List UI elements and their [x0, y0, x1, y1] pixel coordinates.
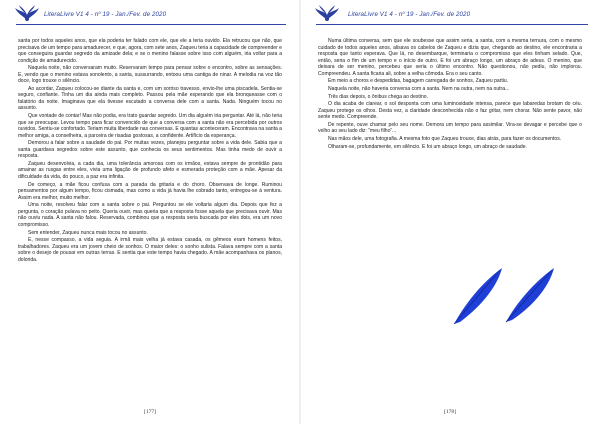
right-page [300, 0, 600, 424]
left-body-text [18, 38, 282, 264]
feather-icon [454, 268, 502, 324]
paragraph: Em meio a choros e despedidas, bagagem carregada de sonhos, Zaqueu partiu. [328, 78, 509, 85]
paragraph: O dia acaba de clarear, o sol desponta com uma luminosidade intensa, parece que labaredas brotam do céu. Zaqueu protege os olhos. Desta vez, a claridade desconhecida não o faz gritar, nem chorar. Não sente pavor, não sente medo. Compreende. [318, 101, 582, 121]
right-page-number: [178] [444, 409, 456, 415]
paragraph: De começo, a mãe ficou confusa com a parada da gritaria e do choro. Observava de longe. Ruminou pensamentos por algum tempo, ficou cismada, mas como a vida já havia lhe cobrado tanto, entregou-se à ventura. Assim era melhor, muito melhor. [18, 181, 282, 201]
right-header-text: LiteraLivre V1 4 - nº 19 - Jan./Fev. de 2020 [348, 11, 471, 18]
right-header-rule [316, 24, 588, 25]
paragraph: De repente, ouve chamar pelo seu nome. Demora um tempo para assimilar. Vira-se devagar e percebe que o velho ao seu lado diz: “meu filho”... [318, 121, 582, 135]
paragraph: Naquela noite, não haveria conversa com a santa. Nem na outra, nem na outra... [328, 85, 510, 92]
paragraph: Sem entender, Zaqueu nunca mais tocou no assunto. [28, 229, 148, 236]
paragraph: Uma noite, resolveu falar com a santa sobre o pai. Perguntou se ele voltaria algum dia. Depois que fez a pergunta, o coração pulava no peito. Queria ouvir, mas queria que a resposta fosse aquela que precisava ouvir. Mas não ouviu nada. A santa não falou. Reservada, combinou que a resposta seria buscada por eles dois, era um novo compromisso. [18, 202, 282, 228]
paragraph: Que vontade de contar! Mas não podia, era trato guardar segredo. Um dia alguém iria perguntar. Até lá, não teria que se preocupar. Levou tempo para ficar convencido de que a conversa com a santa não era percebida por outros ouvidos. Sentiu-se confortado. Teriam muita liberdade nas conversas. E quantas aconteceram. Encontrava na santa a melhor amiga, a conselheira, a parceira de risadas gostosas, a confidente. Artifício da esperança. [18, 113, 282, 139]
paragraph: Numa última conversa, sem que ele soubesse que assim seria, a santa, com a mesma ternura, com o mesmo cuidado de todos aqueles anos, alisava os cabelos de Zaqueu e dizia que, chegando ao destino, ele encontraria a resposta que tanto esperava. Que lá, no desembarque, terminaria o compromisso que eles tinham selado. Que, então, seria o fim de um tempo e o início de outro. E foi um abraço longo, um abraço de adeus. O menino, que deixara de ser menino, percebeu que seria o último encontro. Não questionou, não pediu, não implorou. Compreendeu. A santa ficaria ali, sobre a velha cômoda. Era o seu canto. [318, 38, 582, 77]
winged-logo-icon [14, 4, 40, 24]
left-page-header [0, 4, 300, 26]
left-page-number: [177] [144, 409, 156, 415]
right-body-text [318, 38, 582, 152]
right-page-header [300, 4, 600, 26]
paragraph: Ao acordar, Zaqueu colocou-se diante da santa e, com um sorriso travesso, envio-lhe uma piscadela. Sentia-se seguro, confiante. Tinha um dia ainda mais completo. Passou pela mãe esperando que ela bronqueasse com o falatório da noite. Imaginava que ela tivesse escutado a conversa dele com a santa. Nada. Ninguém tocou no assunto. [18, 85, 282, 112]
paragraph: Três dias depois, o ônibus chega ao destino. [328, 93, 428, 100]
paragraph: Zaqueu desenvolvia, a cada dia, uma tolerância amorosa com os irmãos, estava sempre de prontidão para amainar as rusgas entre eles, vivia uma ligação de profundo afeto e esmerada proteção com a mãe. Apesar da dificuldade da vida, do pouco, a paz era infinita. [18, 160, 282, 180]
winged-logo-icon [314, 4, 340, 24]
paragraph: E, nesse compasso, a vida seguia. A irmã mais velha já estava casada, os gêmeos eram homens feitos, trabalhadores. Zaqueu era um jovem cheio de sonhos. O maior deles: o sonho sulista. Falava sempre com a santa sobre o desejo de pousar em outras terras. E sentia que este tempo havia chegado. A mãe acompanhava os planos, doloridа. [18, 237, 282, 263]
left-header-rule [16, 24, 286, 25]
paragraph: Demorou a falar sobre a saudade do pai. Por muitas vezes, planejou perguntar sobre a vida dele. Sabia que a santa guardava segredos sobre este assunto, que conhecia os seus sentimentos. Mas tinha medo de ouvir a resposta. [18, 140, 282, 160]
paragraph: Nas mãos dele, uma fotografia. A mesma foto que Zaqueu trouxe, dias atrás, para fazer os documentos. [328, 136, 562, 143]
paragraph: Olharam-se, profundamente, em silêncio. E foi um abraço longo, um abraço de saudade. [328, 143, 527, 150]
paragraph: santa por todos aqueles anos, que ela poderia ter falado com ele, que ele a teria ouvido. Ela retrucou que não, que precisava de um tempo para amadurecer, e que, agora, com sete anos, Zaqueu teria a capacidade de compreender e que conseguira guardar segredo da amizade dela; e se o menino falasse sobre isso com alguém, iria voltar para a condição de amadurecido. [18, 38, 282, 64]
paragraph: Naquela noite, não conversaram muito. Reservaram tempo para pensar sobre o encontro, sobre as sensações. E, vendo que o menino estava sonolento, a santa, sussurrando, entoou uma cantiga de ninar. A melodia na voz tão doce, logo trouxe o silêncio. [18, 65, 282, 85]
feathers-icon [450, 262, 560, 328]
feather-icon [506, 268, 554, 322]
left-header-text: LiteraLivre V1 4 - nº 19 - Jan./Fev. de 2020 [44, 11, 167, 18]
